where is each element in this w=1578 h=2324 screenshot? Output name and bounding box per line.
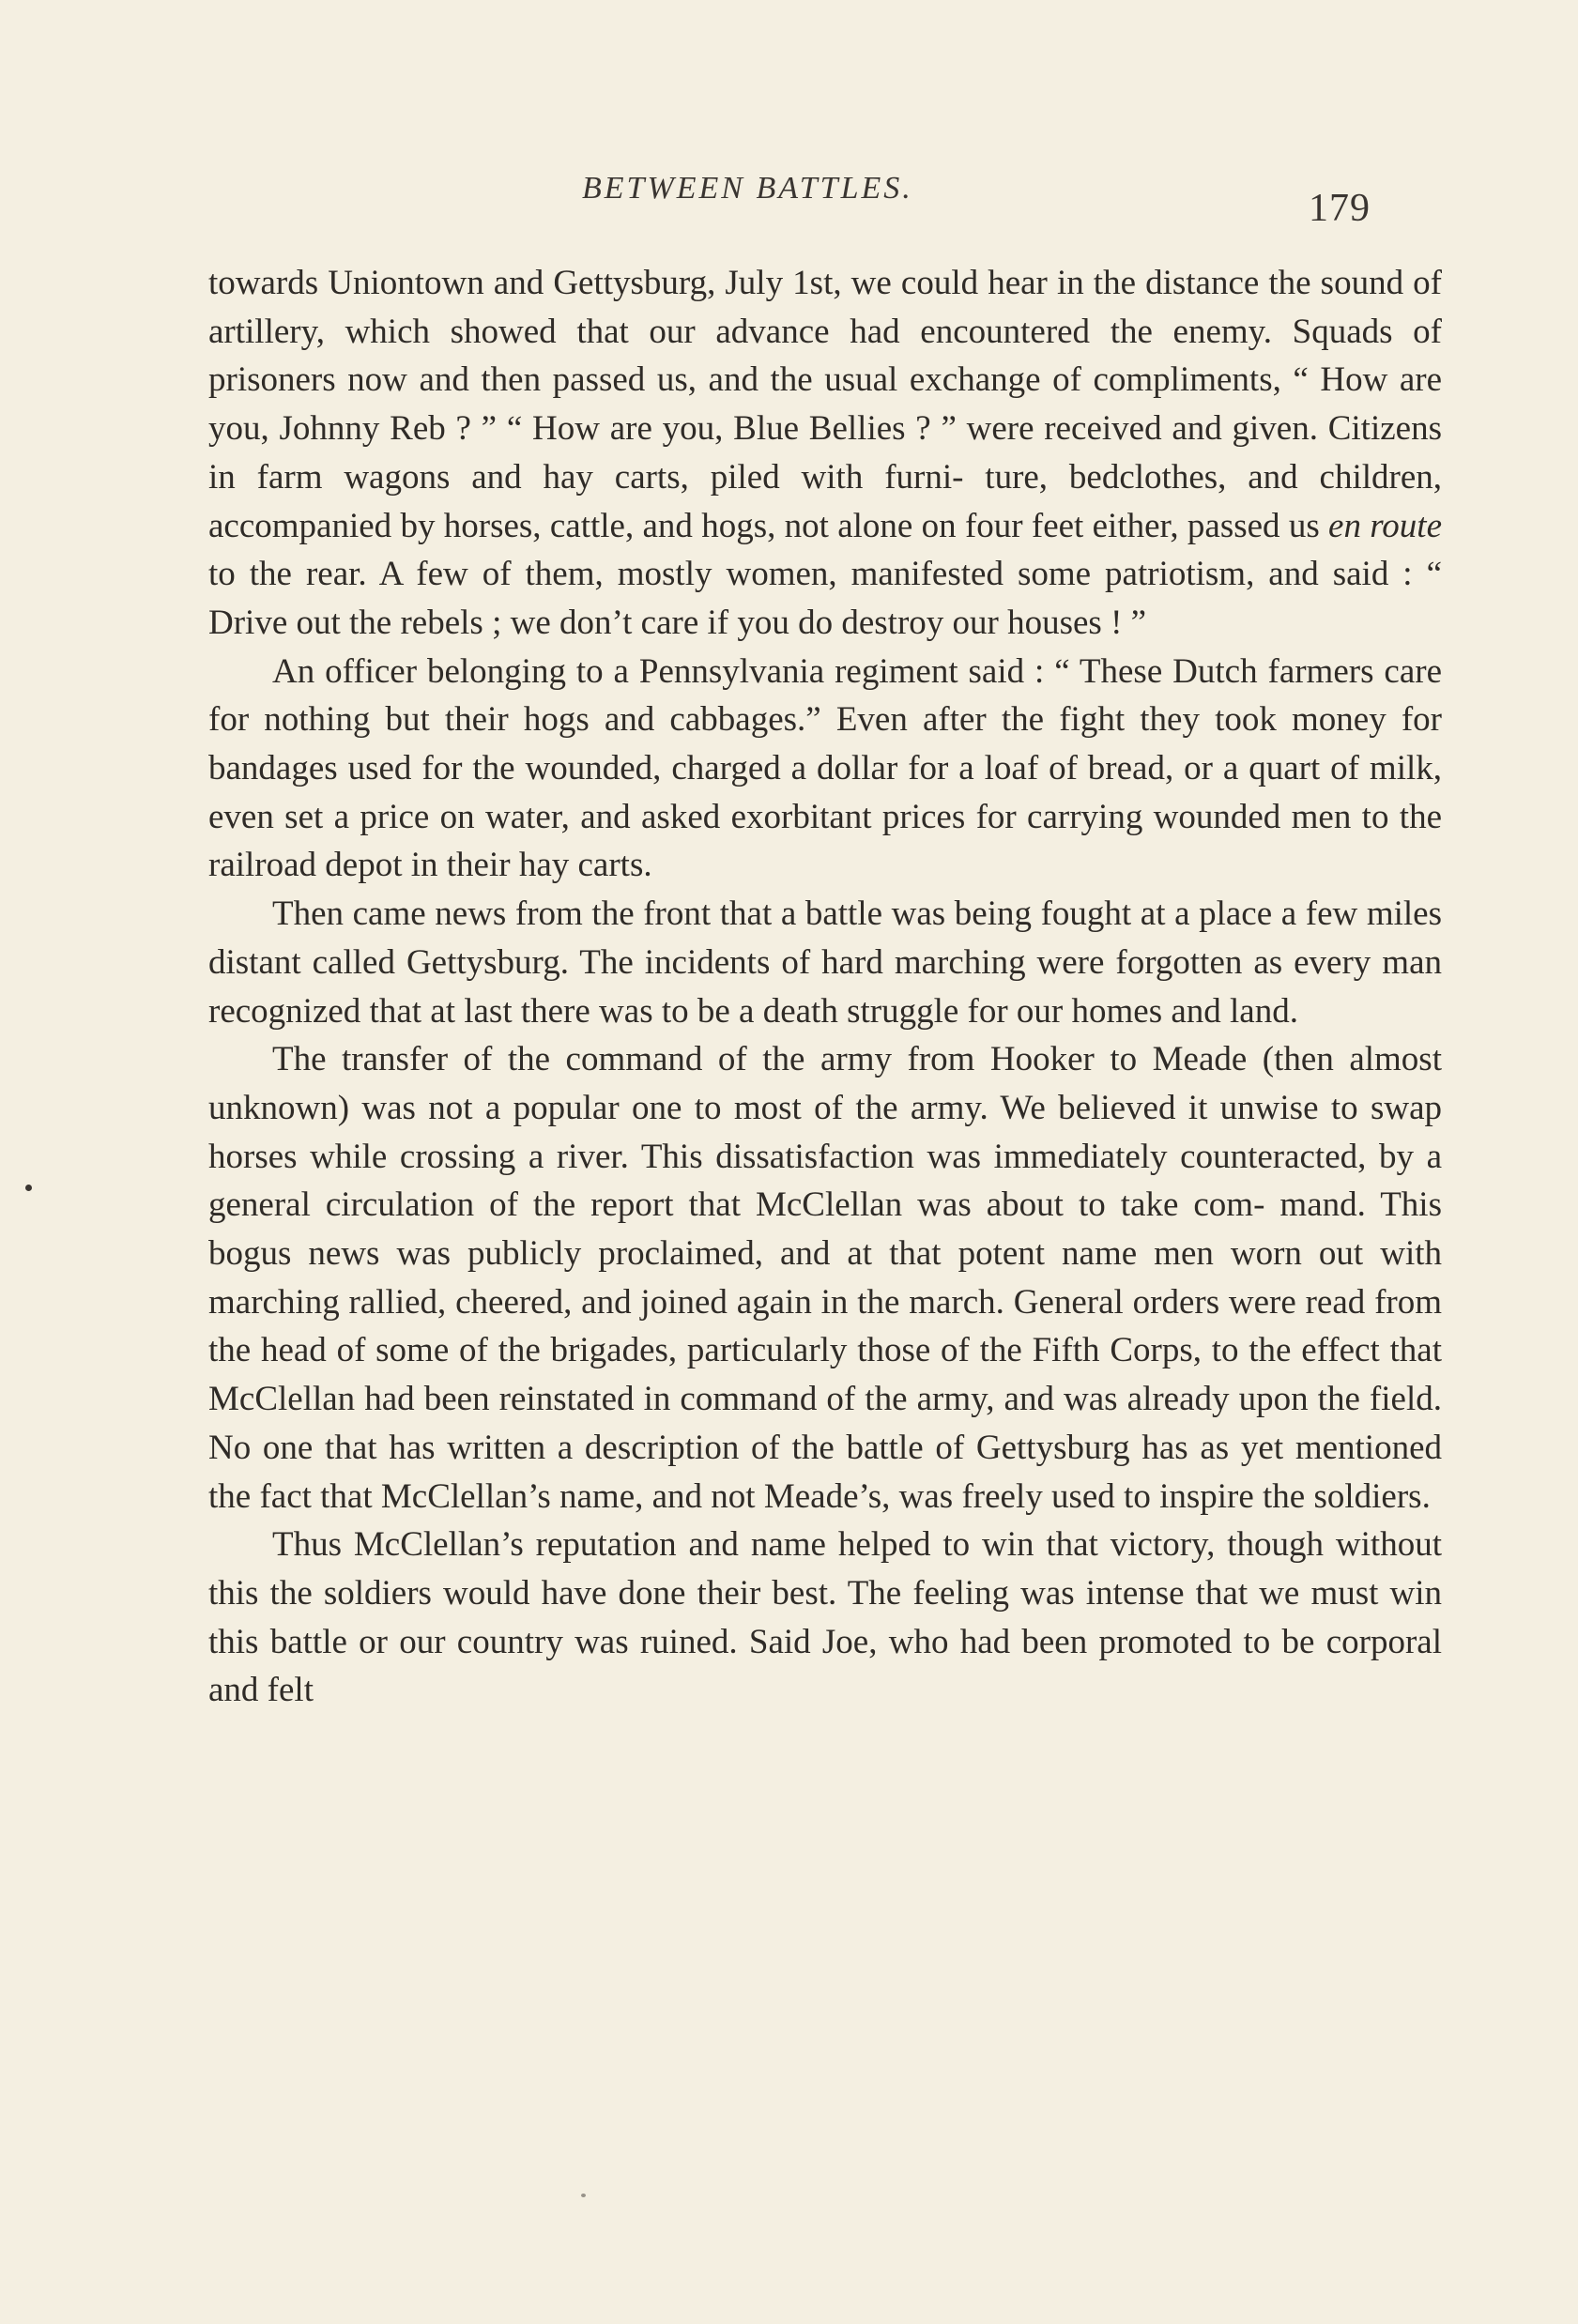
- page-number: 179: [1309, 187, 1371, 230]
- running-title: BETWEEN BATTLES.: [582, 171, 913, 206]
- paragraph-4: The transfer of the command of the army from Hooker to Meade (then almost unknown) was not a popular one to most of the army. We believed it unwise to swap horses while crossing a river. This dissatisfaction was immediately counteracted, by a general circulation of the report that McClellan was about to take com- mand. This bogus news was publicly proclaimed, and at that potent name men worn out with marching rallied, cheered, and joined again in the march. General orders were read from the head of some of the brigades, particularly those of the Fifth Corps, to the effect that McClellan had been reinstated in command of the army, and was already upon the field. No one that has written a description of the battle of Gettysburg has as yet mentioned the fact that McClellan’s name, and not Meade’s, was freely used to inspire the soldiers.: [208, 1040, 1442, 1516]
- paragraph-3: Then came news from the front that a battle was being fought at a place a few miles distant called Gettysburg. The incidents of hard marching were forgotten as every man recognized that at last there was to be a death struggle for our homes and land.: [208, 894, 1442, 1031]
- body-text: [208, 259, 1442, 1715]
- paragraph-2: An officer belonging to a Pennsylvania regiment said : “ These Dutch farmers care for nothing but their hogs and cabbages.” Even after the fight they took money for bandages used for the wounded, charged a dollar for a loaf of bread, or a quart of milk, even set a price on water, and asked exorbitant prices for carrying wounded men to the railroad depot in their hay carts.: [208, 651, 1442, 885]
- paper-speck-mark: [581, 2194, 586, 2197]
- paragraph-1: [208, 259, 1442, 648]
- paragraph-1-text-b: to the rear. A few of them, mostly women, manifested some patriotism, and said : “ Drive out the rebels ; we don’t care if you do destroy our houses ! ”: [208, 555, 1442, 642]
- paper-speck-mark: [25, 1185, 32, 1191]
- running-head: [207, 171, 1371, 230]
- paragraph-1-text-a: towards Uniontown and Gettysburg, July 1st, we could hear in the distance the sound of artillery, which showed that our advance had encountered the enemy. Squads of prisoners now and then passed us, and the usual exchange of compliments, “ How are you, Johnny Reb ? ” “ How are you, Blue Bellies ? ” were received and given. Citizens in farm wagons and hay carts, piled with furni- ture, bedclothes, and children, accompanied by horses, cattle, and hogs, not alone on four feet either, passed us: [208, 264, 1442, 545]
- paragraph-5: Thus McClellan’s reputation and name helped to win that victory, though without this the soldiers would have done their best. The feeling was intense that we must win this battle or our country was ruined. Said Joe, who had been promoted to be corporal and felt: [208, 1525, 1442, 1710]
- italic-phrase: en route: [1328, 506, 1442, 545]
